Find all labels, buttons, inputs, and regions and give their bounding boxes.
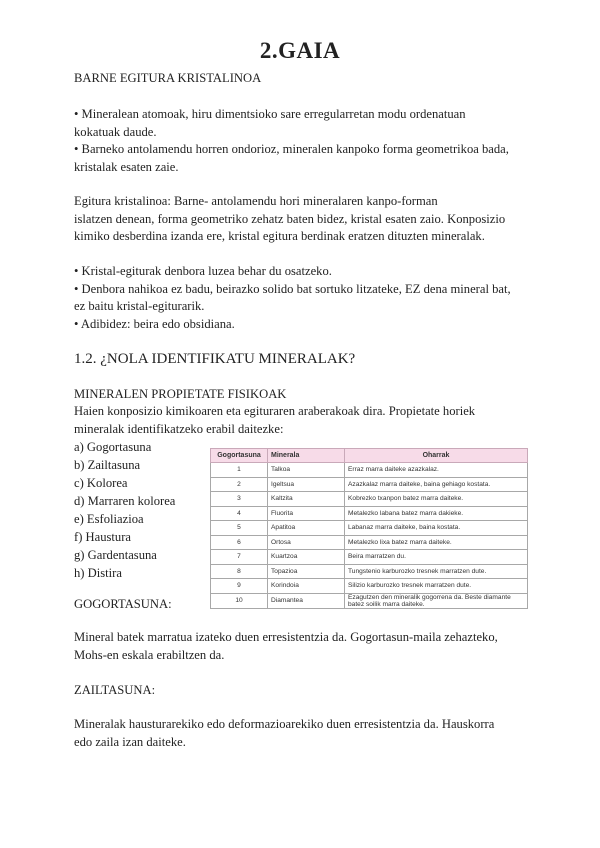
text-line: • Barneko antolamendu horren ondorioz, mineralen kanpoko forma geometrikoa bada, [74,142,509,156]
text-line: islatzen denean, forma geometriko zehatz baten bidez, kristal esaten zaio. Konposizio [74,211,506,226]
crystal-bullets [74,106,544,176]
table-row [211,579,528,594]
cell-mineral: Igeltsua [268,477,345,492]
text-line: • Denbora nahikoa ez badu, beirazko solido bat sortuko litzateke, EZ dena mineral bat, [74,281,511,296]
column-header-mineral: Minerala [268,449,345,463]
list-item: g) Gardentasuna [74,548,157,562]
text-line: • Kristal-egiturak denbora luzea behar du osatzeko. [74,264,332,278]
text-line: Mineralak hausturarekiko edo deformazioarekiko duen erresistentzia da. Hauskorra [74,717,495,731]
properties-list [74,438,175,582]
list-item: c) Kolorea [74,476,128,490]
mohs-scale-table [210,448,528,609]
list-item: f) Haustura [74,530,131,544]
cell-hardness: 9 [211,579,268,594]
cell-hardness: 1 [211,463,268,478]
cell-hardness: 6 [211,535,268,550]
cell-mineral: Diamantea [268,593,345,608]
cell-note: Labanaz marra daiteke, baina kostata. [345,521,528,536]
cell-note: Erraz marra daiteke azazkalaz. [345,463,528,478]
cell-note: Azazkalaz marra daiteke, baina gehiago kostata. [345,477,528,492]
hardness-paragraph [74,629,544,664]
cell-hardness: 5 [211,521,268,536]
cell-note: Beira marratzen du. [345,550,528,565]
table-row [211,506,528,521]
cell-mineral: Kuartzoa [268,550,345,565]
cell-hardness: 3 [211,492,268,507]
cell-hardness: 7 [211,550,268,565]
text-line: kristalak esaten zaie. [74,159,179,174]
properties-intro [74,403,544,438]
subheading-physical-properties: MINERALEN PROPIETATE FISIKOAK [74,387,287,401]
table-row [211,521,528,536]
list-item: d) Marraren kolorea [74,494,176,508]
text-line: Haien konposizio kimikoaren eta egituraren araberakoak dira. Propietate horiek [74,404,476,418]
column-header-hardness: Gogortasuna [211,449,268,463]
cell-mineral: Apatitoa [268,521,345,536]
list-item: h) Distira [74,566,122,580]
list-item: a) Gogortasuna [74,440,152,454]
toughness-paragraph [74,716,544,751]
table-row [211,477,528,492]
table-row [211,564,528,579]
cell-mineral: Ortosa [268,535,345,550]
text-line: ez baitu kristal-egiturarik. [74,299,205,313]
cell-note: Tungstenio karburozko tresnek marratzen dute. [345,564,528,579]
text-line: Mineral batek marratua izateko duen erresistentzia da. Gogortasun-maila zehazteko, [74,630,498,644]
section-heading-toughness: ZAILTASUNA: [74,683,156,697]
table-row [211,535,528,550]
cell-mineral: Topazioa [268,564,345,579]
cell-note: Kobrezko txanpon batez marra daiteke. [345,492,528,507]
cell-mineral: Korindoia [268,579,345,594]
list-item: b) Zailtasuna [74,458,141,472]
table-row [211,463,528,478]
crystal-definition-paragraph [74,193,544,246]
table-row [211,550,528,565]
text-line: mineralak identifikatzeko erabil daitezke: [74,421,284,436]
text-line: • Mineralean atomoak, hiru dimentsioko sare erregularretan modu ordenatuan [74,107,466,121]
text-line: Mohs-en eskala erabiltzen da. [74,647,225,662]
crystal-time-bullets [74,263,544,333]
section-heading-hardness: GOGORTASUNA: [74,597,172,611]
cell-mineral: Talkoa [268,463,345,478]
section-heading-identify-minerals: 1.2. ¿NOLA IDENTIFIKATU MINERALAK? [74,351,356,367]
text-line: kimiko desberdina izanda ere, kristal egitura berdinak eratzen dituzten mineralak. [74,229,485,243]
cell-hardness: 8 [211,564,268,579]
cell-note: Ezagutzen den mineralik gogorrena da. Beste diamante batez soilik marra daiteke. [345,593,528,608]
cell-hardness: 2 [211,477,268,492]
cell-note: Metalezko lixa batez marra daiteke. [345,535,528,550]
cell-note: Metalezko labana batez marra dakieke. [345,506,528,521]
table-header-row [211,449,528,463]
cell-note: Silizio karburozko tresnek marratzen dute. [345,579,528,594]
text-line: • Adibidez: beira edo obsidiana. [74,316,235,331]
cell-mineral: Kaltzita [268,492,345,507]
section-heading-crystal-structure: BARNE EGITURA KRISTALINOA [74,71,262,85]
cell-hardness: 4 [211,506,268,521]
column-header-notes: Oharrak [345,449,528,463]
list-item: e) Esfoliazioa [74,512,144,526]
page-title: 2.GAIA [259,38,341,63]
table-row [211,492,528,507]
text-line: edo zaila izan daiteke. [74,734,186,749]
cell-hardness: 10 [211,593,268,608]
text-line: kokatuak daude. [74,124,157,139]
text-line: Egitura kristalinoa: Barne- antolamendu hori mineralaren kanpo-forman [74,194,438,208]
cell-mineral: Fluorita [268,506,345,521]
